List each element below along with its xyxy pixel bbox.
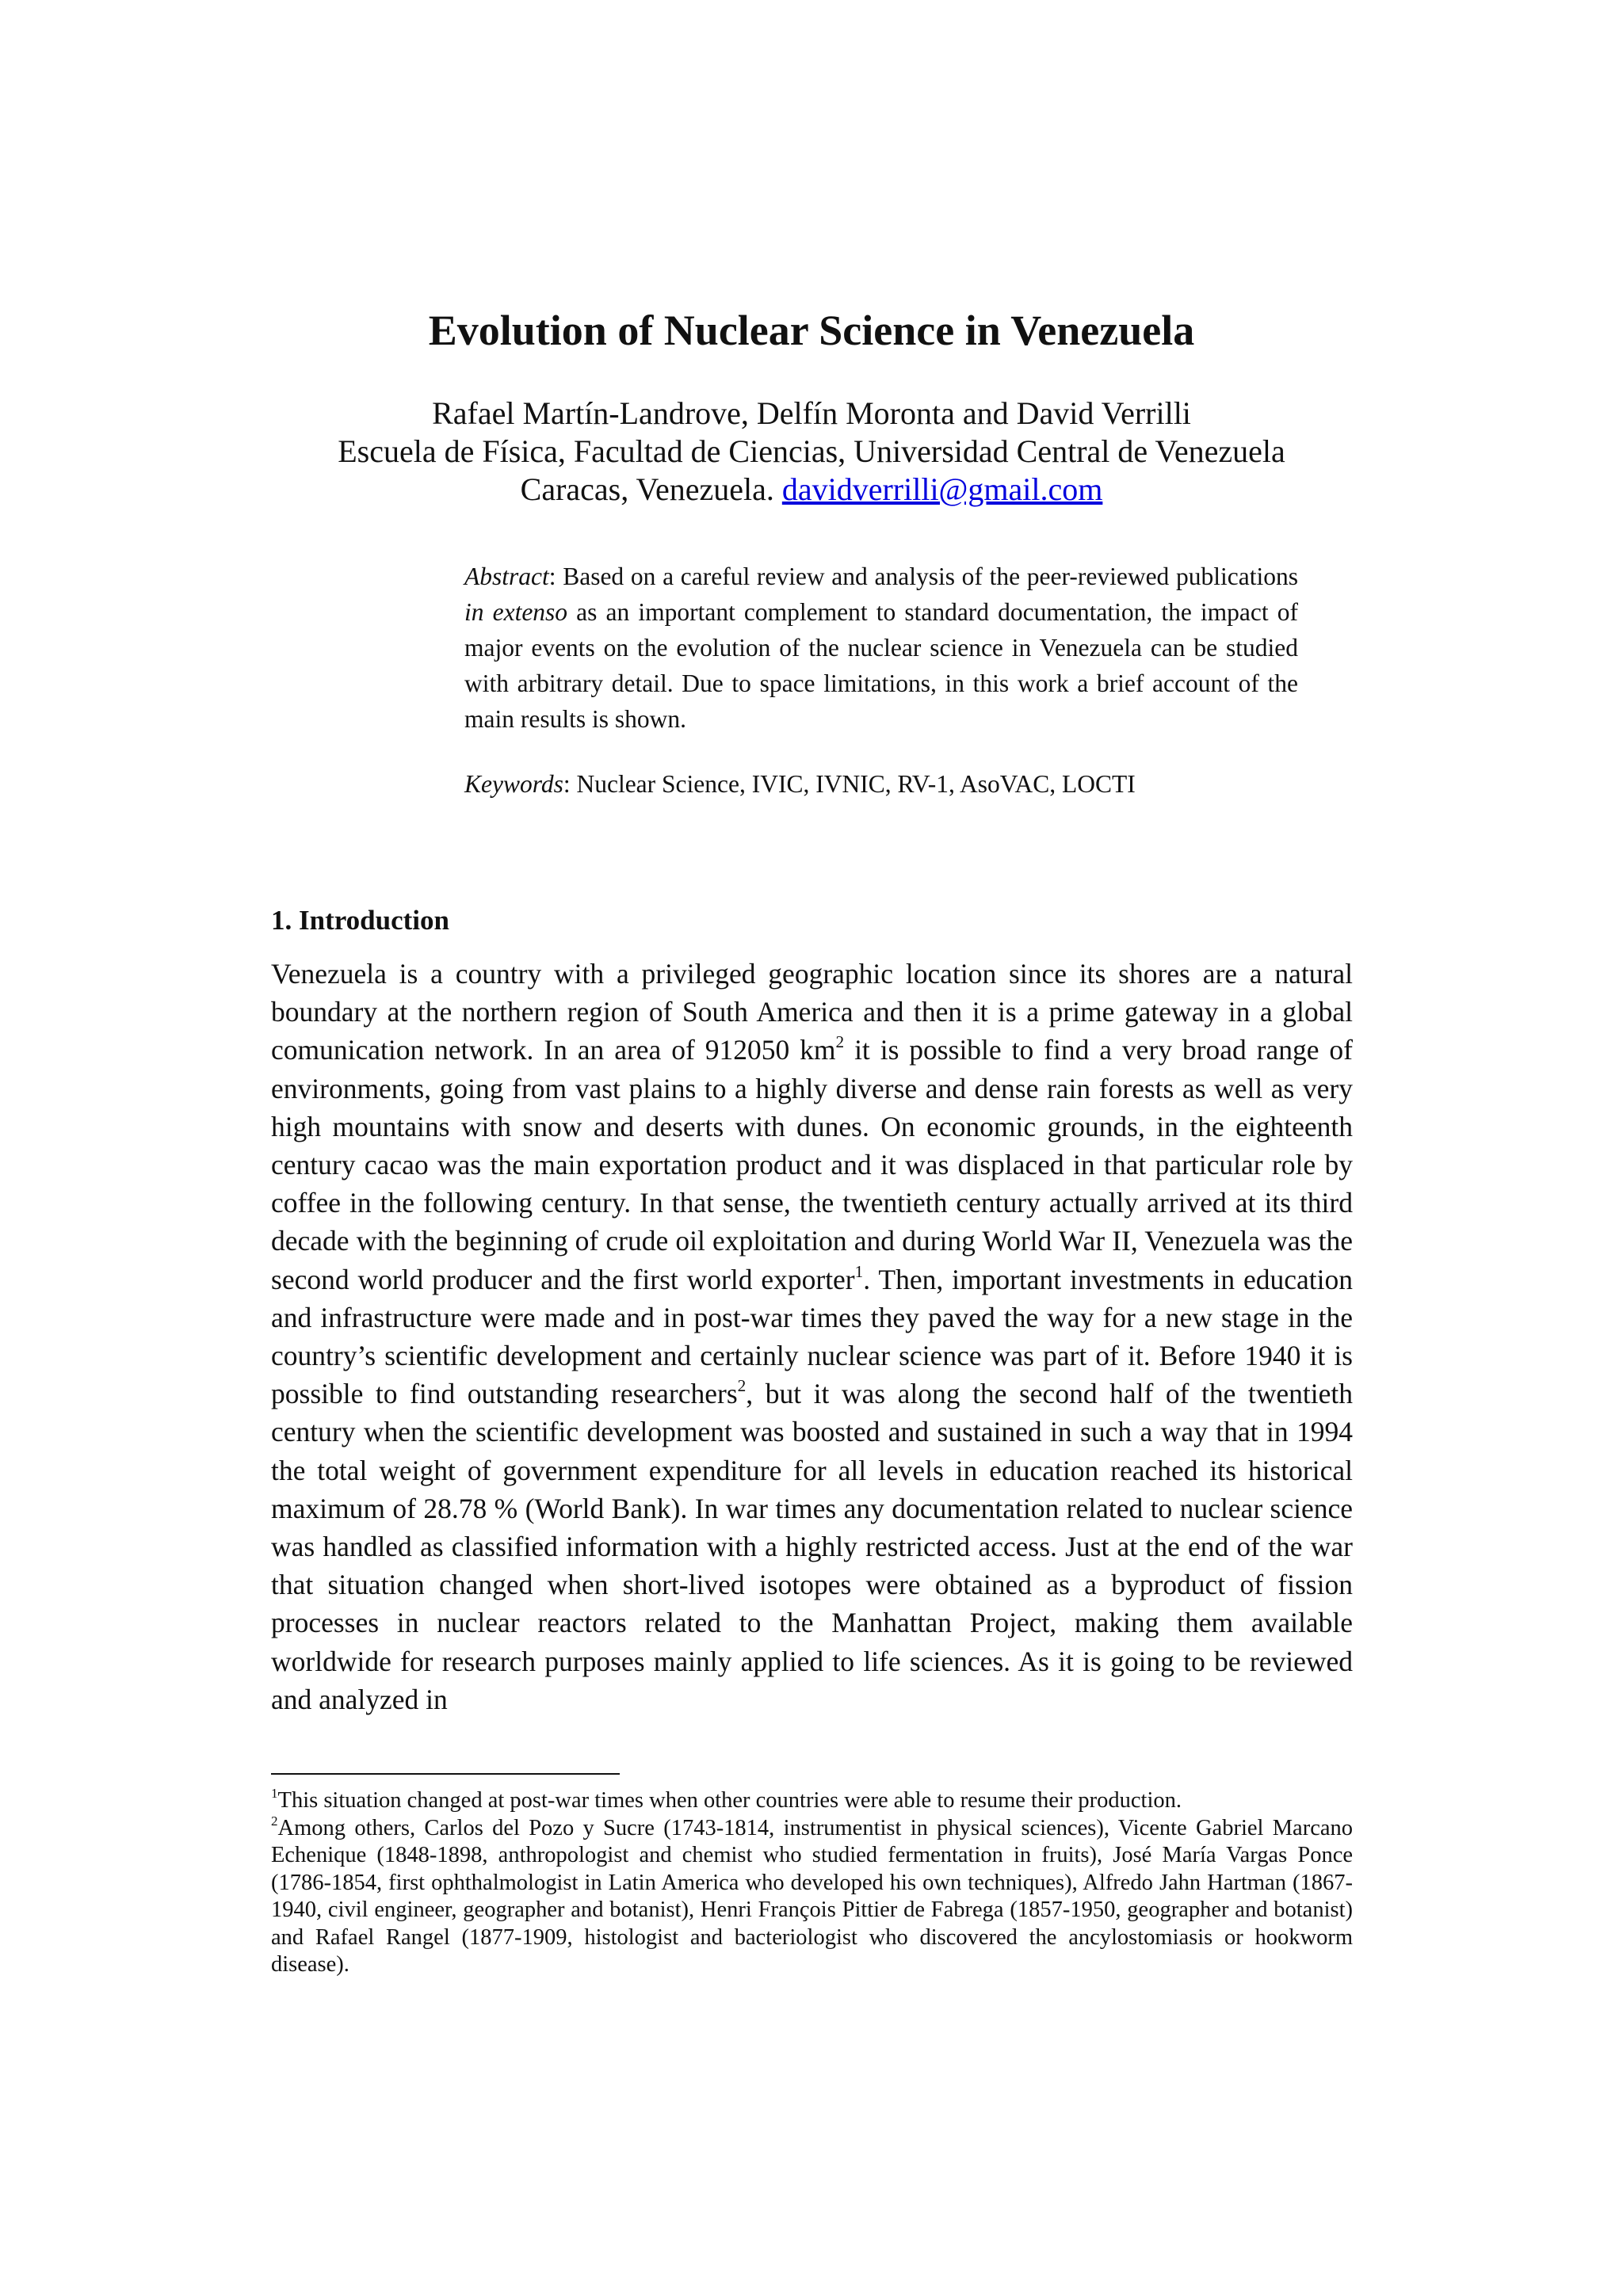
footnote-ref-1: 1 <box>854 1261 864 1281</box>
location-text: Caracas, Venezuela. <box>520 471 782 507</box>
keywords <box>464 766 1298 802</box>
affiliation-line: Escuela de Física, Facultad de Ciencias, Universidad Central de Venezuela <box>338 433 1285 469</box>
body-text-3: . Then, important investments in education and infrastructure were made and in post-war times they paved the way for a new stage in the country’s scientific development and certainly nuclear science was part of it. Before 1940 it is possible to find outstanding researchers <box>271 1263 1353 1410</box>
email-link[interactable]: davidverrilli@gmail.com <box>781 471 1103 507</box>
abstract-label: Abstract <box>464 563 549 590</box>
paper-title: Evolution of Nuclear Science in Venezuela <box>428 307 1195 354</box>
body-text-2: it is possible to find a very broad range of environments, going from vast plains to a highly diverse and dense rain forests as well as very high mountains with snow and deserts with dunes. On economic grounds, in the eighteenth century cacao was the main exportation product and it was displaced in that particular role by coffee in the following century. In that sense, the twentieth century actually arrived at its third decade with the beginning of crude oil exploitation and during World War II, Venezuela was the second world producer and the first world exporter <box>271 1034 1353 1295</box>
introduction-paragraph <box>271 955 1353 1718</box>
footnote-text-1: This situation changed at post-war times when other countries were able to resume their production. <box>277 1788 1182 1813</box>
footnote-ref-2: 2 <box>737 1376 747 1396</box>
superscript-2: 2 <box>835 1032 845 1052</box>
author-block <box>0 395 1623 509</box>
abstract-text-1: : Based on a careful review and analysis of the peer-reviewed publications <box>548 563 1298 590</box>
body-text-1: Venezuela is a country with a privileged geographic location since its shores are a natural boundary at the northern region of South America and then it is a prime gateway in a global comunication network. In an area of 912050 km <box>271 958 1353 1066</box>
footnote-mark-2: 2 <box>271 1813 278 1829</box>
keywords-text: : Nuclear Science, IVIC, IVNIC, RV-1, AsoVAC, LOCTI <box>563 770 1136 798</box>
keywords-label: Keywords <box>464 770 563 798</box>
footnote-2 <box>271 1815 1353 1979</box>
abstract <box>464 559 1298 737</box>
footnote-1 <box>271 1787 1353 1815</box>
footnote-mark-1: 1 <box>271 1786 278 1802</box>
abstract-italic-term: in extenso <box>464 598 568 626</box>
body-text-4: , but it was along the second half of the twentieth century when the scientific development was boosted and sustained in such a way that in 1994 the total weight of government expenditure for all levels in education reached its historical maximum of 28.78 % (World Bank). In war times any documentation related to nuclear science was handled as classified information with a highly restricted access. Just at the end of the war that situation changed when short-lived isotopes were obtained as a byproduct of fission processes in nuclear reactors related to the Manhattan Project, making them available worldwide for research purposes mainly applied to life sciences. As it is going to be reviewed and analyzed in <box>271 1378 1353 1715</box>
location-line <box>0 471 1623 509</box>
footnote-divider <box>271 1773 620 1775</box>
footnotes <box>271 1787 1353 1979</box>
abstract-text-2: as an important complement to standard documentation, the impact of major events on the evolution of the nuclear science in Venezuela can be studied with arbitrary detail. Due to space limitations, in this work a brief account of the main results is shown. <box>464 598 1298 733</box>
footnote-text-2: Among others, Carlos del Pozo y Sucre (1743-1814, instrumentist in physical sciences), Vicente Gabriel Marcano Echenique (1848-1898, anthropologist and chemist who studied fermentation in fruits), José María Vargas Ponce (1786-1854, first ophthalmologist in Latin America who developed his own techniques), Alfredo Jahn Hartman (1867-1940, civil engineer, geographer and botanist), Henri François Pittier de Fabrega (1857-1950, geographer and botanist) and Rafael Rangel (1877-1909, histologist and bacteriologist who discovered the ancylostomiasis or hookworm disease). <box>271 1815 1353 1977</box>
section-heading: 1. Introduction <box>271 905 449 936</box>
authors-line: Rafael Martín-Landrove, Delfín Moronta and David Verrilli <box>432 395 1191 431</box>
